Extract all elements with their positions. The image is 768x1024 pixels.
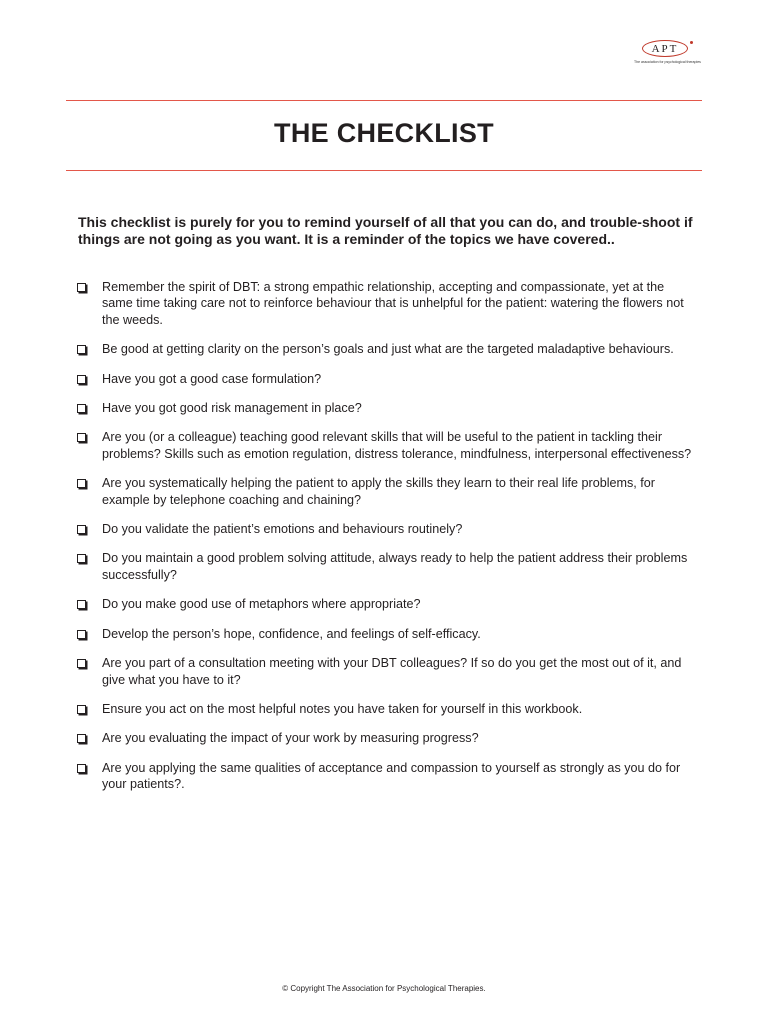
apt-logo-mark: APT: [642, 40, 688, 57]
logo-dot-icon: [690, 41, 693, 44]
checklist-item-text: Are you (or a colleague) teaching good relevant skills that will be useful to the patient in tackling their problems? Skills such as emotion regulation, distress tolerance, mindfulness, interpersonal effectiveness?: [102, 430, 692, 461]
checklist-item: [76, 341, 696, 357]
apt-logo-subtitle: The association for psychological therapies: [634, 60, 701, 64]
checklist-item: [76, 655, 696, 688]
checklist-item-text: Ensure you act on the most helpful notes you have taken for yourself in this workbook.: [102, 701, 583, 716]
checkbox-icon: [77, 659, 86, 668]
checkbox-icon: [77, 630, 86, 639]
checklist-item-text: Be good at getting clarity on the person’s goals and just what are the targeted maladaptive behaviours.: [102, 342, 674, 357]
checklist-item: [76, 701, 696, 717]
checklist-item: [76, 279, 696, 328]
checklist-item: [76, 730, 696, 746]
checklist-item: [76, 429, 696, 462]
checklist-item-text: Remember the spirit of DBT: a strong empathic relationship, accepting and compassionate, yet at the same time taking care not to reinforce behaviour that is unhelpful for the patient: watering the flowers not the weeds.: [102, 280, 684, 327]
checkbox-icon: [77, 404, 86, 413]
checklist-item: [76, 596, 696, 612]
checklist-item: [76, 475, 696, 508]
apt-logo: [634, 40, 704, 70]
checklist-item: [76, 550, 696, 583]
checkbox-icon: [77, 375, 86, 384]
intro-paragraph: This checklist is purely for you to remind yourself of all that you can do, and trouble-shoot if things are not going as you want. It is a reminder of the topics we have covered..: [78, 214, 693, 247]
title-top-divider: [66, 100, 702, 101]
checklist-item-text: Are you applying the same qualities of acceptance and compassion to yourself as strongly as you do for your patients?.: [102, 760, 681, 792]
copyright-footer: © Copyright The Association for Psychological Therapies.: [282, 984, 486, 993]
checklist-item: [76, 521, 696, 537]
checklist-item-text: Have you got good risk management in place?: [102, 401, 362, 416]
checkbox-icon: [77, 345, 86, 354]
checkbox-icon: [77, 479, 86, 488]
checklist-item-text: Are you evaluating the impact of your work by measuring progress?: [102, 731, 479, 746]
checklist-item: [76, 626, 696, 642]
checklist-item: [76, 400, 696, 416]
checkbox-icon: [77, 600, 86, 609]
checklist-item-text: Do you validate the patient’s emotions and behaviours routinely?: [102, 522, 463, 537]
checklist-item-text: Do you make good use of metaphors where appropriate?: [102, 597, 421, 612]
checklist: [76, 279, 696, 806]
checklist-item-text: Develop the person’s hope, confidence, and feelings of self-efficacy.: [102, 626, 481, 641]
checklist-item-text: Are you systematically helping the patient to apply the skills they learn to their real life problems, for example by telephone coaching and chaining?: [102, 476, 655, 507]
checkbox-icon: [77, 525, 86, 534]
checkbox-icon: [77, 764, 86, 773]
checklist-item: [76, 760, 696, 793]
checklist-item-text: Have you got a good case formulation?: [102, 371, 322, 386]
checkbox-icon: [77, 283, 86, 292]
checkbox-icon: [77, 734, 86, 743]
checklist-item-text: Are you part of a consultation meeting with your DBT colleagues? If so do you get the most out of it, and give what you have to it?: [102, 656, 682, 687]
checkbox-icon: [77, 554, 86, 563]
checkbox-icon: [77, 705, 86, 714]
page-title: THE CHECKLIST: [274, 118, 494, 148]
title-bottom-divider: [66, 170, 702, 171]
checklist-item-text: Do you maintain a good problem solving attitude, always ready to help the patient address their problems successfully?: [102, 551, 688, 582]
checkbox-icon: [77, 433, 86, 442]
checklist-item: [76, 371, 696, 387]
